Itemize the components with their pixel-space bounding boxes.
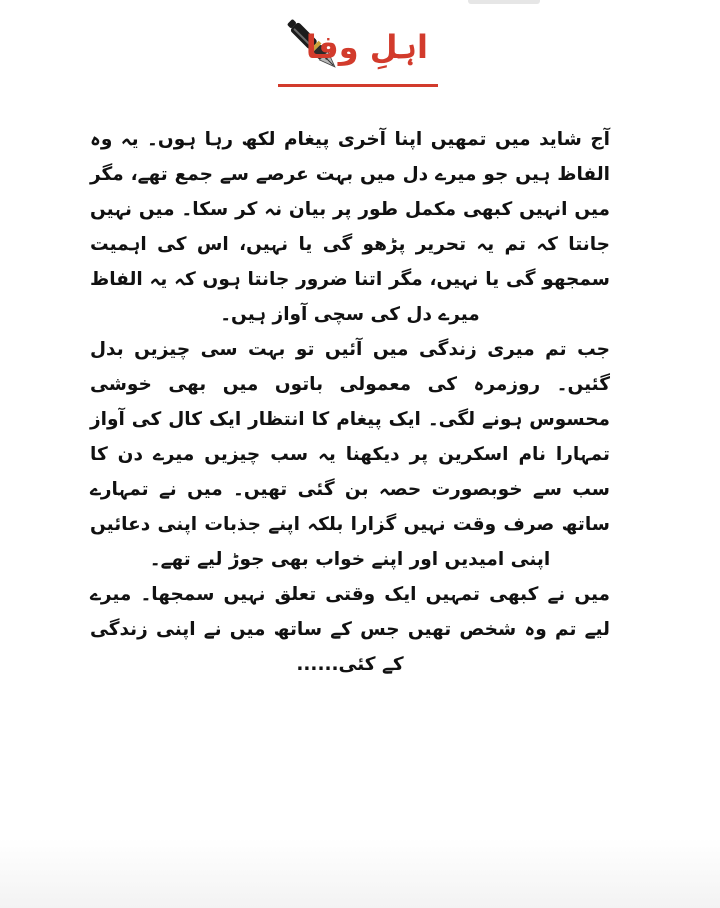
paragraph-2: جب تم میری زندگی میں آئیں تو بہت سی چیزیں بدل گئیں۔ روزمرہ کی معمولی باتوں میں بھی خوشی محسوس ہونے لگی۔ ایک پیغام کا انتظار ایک کال کی آواز تمہارا نام اسکرین پر دیکھنا یہ سب چیزیں میرے دن کا سب سے خوبصورت حصہ بن گئی تھیں۔ میں نے تمہارے ساتھ صرف وقت نہیں گزارا بلکہ اپنے جذبات اپنی دعائیں اپنی امیدیں اور اپنے خواب بھی جوڑ لیے تھے۔ — [90, 339, 610, 570]
bottom-shade — [0, 838, 720, 908]
title-underline — [278, 84, 438, 87]
header — [0, 4, 720, 90]
article-body — [90, 122, 610, 682]
paragraph-1: آج شاید میں تمھیں اپنا آخری پیغام لکھ رہا ہوں۔ یہ وہ الفاظ ہیں جو میرے دل میں بہت عرصے سے جمع تھے، مگر میں انہیں کبھی مکمل طور پر بیان نہ کر سکا۔ میں نہیں جانتا کہ تم یہ تحریر پڑھو گی یا نہیں، اس کی اہمیت سمجھو گی یا نہیں، مگر اتنا ضرور جانتا ہوں کہ یہ الفاظ میرے دل کی سچی آواز ہیں۔ — [90, 129, 610, 325]
paragraph-3: میں نے کبھی تمہیں ایک وقتی تعلق نہیں سمجھا۔ میرے لیے تم وہ شخص تھیں جس کے ساتھ میں نے اپنی زندگی کے کئی...... — [90, 584, 610, 675]
title-block — [278, 10, 438, 82]
page-title: اہلِ وفا — [305, 28, 428, 66]
